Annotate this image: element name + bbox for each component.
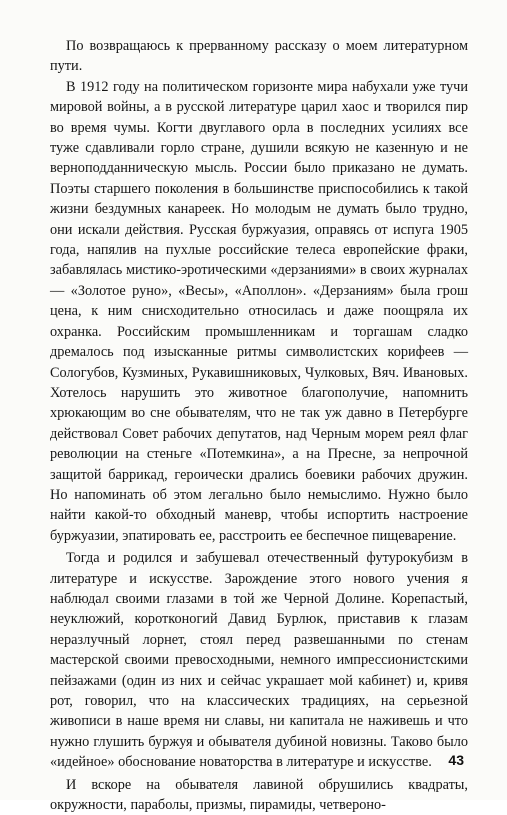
page-number: 43: [448, 752, 464, 768]
page-body: [50, 36, 468, 815]
paragraph-2: В 1912 году на политическом горизонте мира набухали уже тучи мировой войны, а в русской литературе царил хаос и творился пир во время чумы. Когти двуглавого орла в последних усилиях все туже сдавливали горло стране, душили всякую не казенную и не верноподданническую мысль. России было приказано не думать. Поэты старшего поколения в большинстве приспособились к такой жизни бездумных канареек. Но молодым не думать было трудно, они искали действия. Русская буржуазия, оправясь от испуга 1905 года, напялив на пухлые российские телеса европейские фраки, забавлялась мистико-эротическими «дерзаниями» в своих журналах — «Золотое руно», «Весы», «Аполлон». «Дерзаниям» была грош цена, к ним снисходительно относилась и даже поощряла их охранка. Российским промышленникам и торгашам сладко дремалось под изысканные ритмы символистских корифеев — Сологубов, Кузминых, Рукавишниковых, Чулковых, Вяч. Ивановых. Хотелось нарушить это животное благополучие, напомнить хрюкающим во сне обывателям, что не так уж давно в Петербурге действовал Совет рабочих депутатов, над Черным морем реял флаг революции на стеньге «Потемкина», а на Пресне, за непрочной защитой баррикад, героически дрались боевики рабочих дружин. Но напоминать об этом легально было немыслимо. Нужно было найти какой-то обходный маневр, чтобы испортить настроение буржуазии, эпатировать ее, расстроить ее беспечное пищеварение.: [50, 78, 468, 544]
paragraph-1: По возвращаюсь к прерванному рассказу о моем литературном пути.: [50, 38, 468, 75]
paragraph-4: И вскоре на обывателя лавиной обрушились квадраты, окружности, параболы, призмы, пирамиды, четвероно-: [50, 776, 468, 814]
paragraph-3: Тогда и родился и забушевал отечественный футурокубизм в литературе и искусстве. Зарождение этого нового учения я наблюдал своими глазами в той же Черной Долине. Корепастый, неуклюжий, коротконогий Давид Бурлюк, приставив к глазам неразлучный лорнет, стоял перед развешанными по стенам мастерской своими превосходными, немного импрессионистскими пейзажами (один из них и сейчас украшает мой кабинет) и, кривя рот, говорил, что на классических традициях, на серьезной живописи в наше время ни славы, ни капитала не наживешь и что нужно глушить буржуя и обывателя дубиной новизны. Таково было «идейное» обоснование новаторства в литературе и искусстве.: [50, 550, 468, 771]
